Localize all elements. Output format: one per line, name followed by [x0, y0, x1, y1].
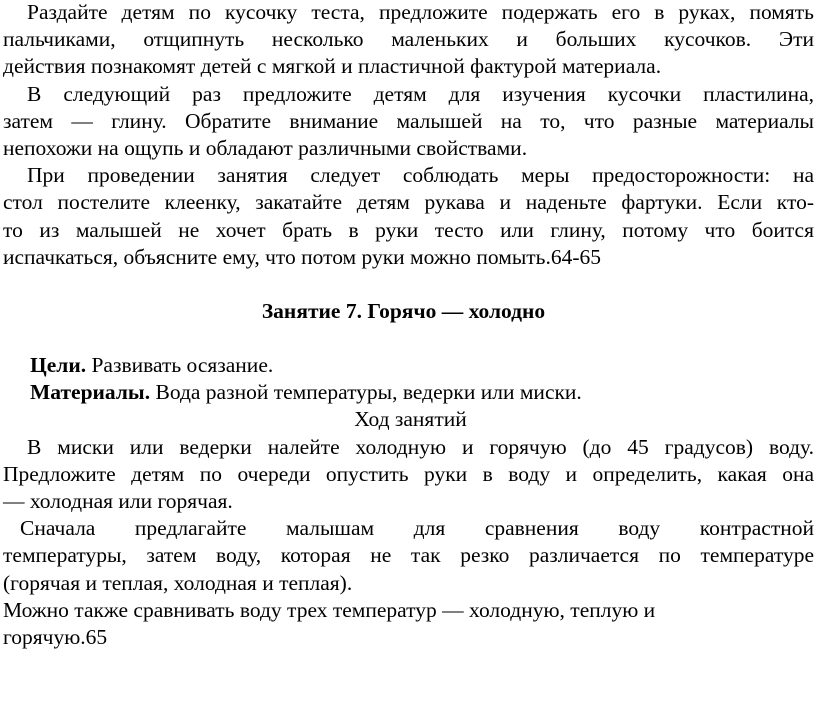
text-line: то из малышей не хочет брать в руки тесто или глину, потому что боится [3, 217, 814, 242]
lesson-title: Занятие 7. Горячо — холодно [261, 298, 546, 323]
text-line: температуры, затем воду, которая не так резко различается по температуре [3, 543, 814, 568]
text-line: Сначала предлагайте малышам для сравнения воду контрастной [20, 516, 814, 541]
lesson-materials [3, 379, 814, 406]
text-line: (горячая и теплая, холодная и теплая). [3, 570, 353, 595]
spacer [3, 325, 814, 352]
paragraph-dough [3, 0, 814, 81]
text-line: действия познакомят детей с мягкой и пластичной фактурой материала. [3, 54, 662, 79]
text-line: испачкаться, объясните ему, что потом руки можно помыть.64-65 [3, 244, 602, 269]
materials-text: Вода разной температуры, ведерки или миски. [150, 380, 582, 405]
spacer [3, 271, 814, 298]
text-line: Раздайте детям по кусочку теста, предложите подержать его в руках, помять [27, 0, 814, 24]
progress-heading: Ход занятий [354, 407, 467, 432]
text-line: В следующий раз предложите детям для изучения кусочки пластилина, [27, 81, 814, 106]
goals-text: Развивать осязание. [86, 353, 274, 378]
lesson-goals [3, 352, 814, 379]
text-line: Предложите детям по очереди опустить руки в воду и определить, какая она [3, 461, 814, 486]
document-page [3, 0, 814, 651]
text-line: горячую.65 [3, 624, 108, 649]
text-line: непохожи на ощупь и обладают различными свойствами. [3, 135, 528, 160]
text-line: В миски или ведерки налейте холодную и горячую (до 45 градусов) воду. [27, 434, 814, 459]
paragraph-water-bowls [3, 434, 814, 516]
paragraph-precautions [3, 162, 814, 271]
paragraph-contrast [3, 515, 814, 597]
paragraph-three-temps [3, 597, 814, 651]
text-line: затем — глину. Обратите внимание малышей на то, что разные материалы [3, 108, 814, 133]
goals-label: Цели. [30, 353, 87, 378]
text-line: При проведении занятия следует соблюдать меры предосторожности: на [27, 163, 814, 188]
text-line: — холодная или горячая. [3, 489, 233, 513]
text-line: Можно также сравнивать воду трех температур — холодную, теплую и [3, 597, 656, 622]
text-line: стол постелите клеенку, закатайте детям рукава и наденьте фартуки. Если кто- [3, 190, 814, 215]
materials-label: Материалы. [30, 380, 151, 405]
paragraph-plasticine [3, 81, 814, 163]
text-line: пальчиками, отщипнуть несколько маленьких и больших кусочков. Эти [3, 27, 814, 52]
